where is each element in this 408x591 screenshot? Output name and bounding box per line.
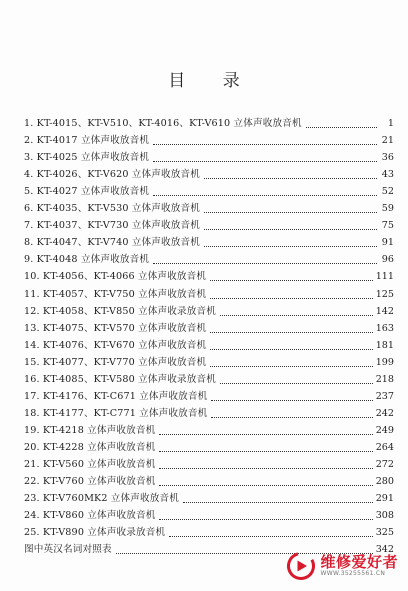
toc-dot-leader xyxy=(306,127,377,128)
watermark-name: 维修爱好者 xyxy=(320,553,398,571)
toc-dot-leader xyxy=(153,263,377,264)
toc-dot-leader xyxy=(210,366,372,367)
toc-entry-title: 17. KT-4176、KT-C671 立体声收放音机 xyxy=(24,390,208,402)
toc-entry xyxy=(24,386,394,403)
toc-entry-page-number: 125 xyxy=(375,288,394,300)
toc-entry xyxy=(24,181,394,198)
toc-dot-leader xyxy=(159,451,372,452)
toc-entry xyxy=(24,471,394,488)
toc-dot-leader xyxy=(210,332,372,333)
toc-entry xyxy=(24,522,394,539)
toc-entry-title: 11. KT-4057、KT-V750 立体声收放音机 xyxy=(24,288,207,300)
toc-entry-page-number: 21 xyxy=(381,135,394,147)
toc-entry-title: 12. KT-4058、KT-V850 立体声收录放音机 xyxy=(24,305,216,317)
toc-entry xyxy=(24,318,394,335)
toc-entry-page-number: 218 xyxy=(375,373,394,385)
toc-dot-leader xyxy=(153,161,377,162)
toc-entry-title: 25. KT-V890 立体声收录放音机 xyxy=(24,527,166,539)
toc-entry-page-number: 43 xyxy=(381,169,394,181)
toc-entry-page-number: 163 xyxy=(375,322,394,334)
toc-entry-title: 4. KT-4026、KT-V620 立体声收放音机 xyxy=(24,169,200,181)
toc-entry-title: 9. KT-4048 立体声收放音机 xyxy=(24,254,150,266)
toc-dot-leader xyxy=(183,502,373,503)
toc-entry xyxy=(24,215,394,232)
toc-dot-leader xyxy=(159,485,372,486)
toc-entry-page-number: 199 xyxy=(375,356,394,368)
watermark-url: WWW.35255561.CN xyxy=(320,570,386,577)
toc-entry-title: 15. KT-4077、KT-V770 立体声收放音机 xyxy=(24,356,207,368)
toc-entry xyxy=(24,403,394,420)
toc-entry-title: 14. KT-4076、KT-V670 立体声收放音机 xyxy=(24,339,207,351)
toc-entry xyxy=(24,352,394,369)
toc-entry xyxy=(24,301,394,318)
toc-entry xyxy=(24,147,394,164)
toc-entry xyxy=(24,266,394,283)
toc-entry-page-number: 52 xyxy=(381,186,394,198)
toc-dot-leader xyxy=(210,298,372,299)
table-of-contents xyxy=(24,113,394,556)
toc-dot-leader xyxy=(153,144,377,145)
toc-entry-title: 20. KT-4228 立体声收放音机 xyxy=(24,441,156,453)
watermark xyxy=(286,551,398,581)
toc-entry-title: 2. KT-4017 立体声收放音机 xyxy=(24,135,150,147)
toc-entry xyxy=(24,164,394,181)
toc-entry-page-number: 342 xyxy=(375,544,394,556)
toc-entry-title: 1. KT-4015、KT-V510、KT-4016、KT-V610 立体声收放音机 xyxy=(24,118,302,130)
toc-entry-title: 13. KT-4075、KT-V570 立体声收放音机 xyxy=(24,322,207,334)
toc-entry xyxy=(24,505,394,522)
toc-entry-page-number: 1 xyxy=(387,118,394,130)
toc-entry xyxy=(24,198,394,215)
toc-entry-title: 23. KT-V760MK2 立体声收放音机 xyxy=(24,493,180,505)
toc-dot-leader xyxy=(210,349,372,350)
toc-entry-title: 22. KT-V760 立体声收放音机 xyxy=(24,476,156,488)
toc-dot-leader xyxy=(220,383,373,384)
toc-entry-page-number: 242 xyxy=(375,407,394,419)
toc-entry-title: 6. KT-4035、KT-V530 立体声收放音机 xyxy=(24,203,200,215)
toc-entry-title: 16. KT-4085、KT-V580 立体声收录放音机 xyxy=(24,373,216,385)
toc-entry-title: 3. KT-4025 立体声收放音机 xyxy=(24,152,150,164)
toc-dot-leader xyxy=(204,212,377,213)
toc-entry-page-number: 111 xyxy=(375,271,394,283)
page-title: 目 录 xyxy=(168,71,256,91)
toc-entry xyxy=(24,130,394,147)
toc-dot-leader xyxy=(153,195,377,196)
toc-entry-page-number: 272 xyxy=(375,458,394,470)
toc-entry-title: 5. KT-4027 立体声收放音机 xyxy=(24,186,150,198)
toc-entry-title: 8. KT-4047、KT-V740 立体声收放音机 xyxy=(24,237,200,249)
toc-entry xyxy=(24,232,394,249)
toc-entry xyxy=(24,335,394,352)
toc-entry-title: 18. KT-4177、KT-C771 立体声收放音机 xyxy=(24,407,208,419)
toc-entry-page-number: 237 xyxy=(375,390,394,402)
toc-dot-leader xyxy=(210,280,373,281)
toc-entry-page-number: 75 xyxy=(381,220,394,232)
toc-entry-title: 24. KT-V860 立体声收放音机 xyxy=(24,510,156,522)
toc-dot-leader xyxy=(211,417,372,418)
toc-dot-leader xyxy=(169,536,372,537)
toc-entry-page-number: 36 xyxy=(381,152,394,164)
toc-dot-leader xyxy=(204,178,377,179)
toc-dot-leader xyxy=(204,229,377,230)
toc-dot-leader xyxy=(220,315,373,316)
toc-entry-page-number: 59 xyxy=(381,203,394,215)
toc-entry-page-number: 249 xyxy=(375,424,394,436)
toc-entry-title: 图中英汉名词对照表 xyxy=(24,544,112,556)
toc-entry-page-number: 308 xyxy=(375,510,394,522)
toc-dot-leader xyxy=(204,246,377,247)
toc-entry-page-number: 280 xyxy=(375,476,394,488)
play-circle-icon xyxy=(286,551,316,581)
toc-entry-page-number: 142 xyxy=(375,305,394,317)
toc-entry-page-number: 291 xyxy=(375,493,394,505)
toc-entry xyxy=(24,249,394,266)
toc-entry-title: 7. KT-4037、KT-V730 立体声收放音机 xyxy=(24,220,200,232)
toc-entry-title: 10. KT-4056、KT-4066 立体声收放音机 xyxy=(24,271,207,283)
toc-entry-title: 19. KT-4218 立体声收放音机 xyxy=(24,424,156,436)
toc-dot-leader xyxy=(211,400,372,401)
toc-entry-page-number: 96 xyxy=(381,254,394,266)
toc-dot-leader xyxy=(159,434,372,435)
toc-entry-title: 21. KT-V560 立体声收放音机 xyxy=(24,458,156,470)
toc-entry xyxy=(24,283,394,300)
toc-entry xyxy=(24,454,394,471)
toc-entry xyxy=(24,437,394,454)
toc-entry-page-number: 181 xyxy=(375,339,394,351)
toc-entry xyxy=(24,488,394,505)
toc-dot-leader xyxy=(159,468,372,469)
toc-dot-leader xyxy=(159,519,372,520)
toc-entry-page-number: 91 xyxy=(381,237,394,249)
toc-entry-page-number: 264 xyxy=(375,441,394,453)
toc-entry xyxy=(24,369,394,386)
toc-entry xyxy=(24,420,394,437)
toc-entry-page-number: 325 xyxy=(375,527,394,539)
toc-entry xyxy=(24,113,394,130)
